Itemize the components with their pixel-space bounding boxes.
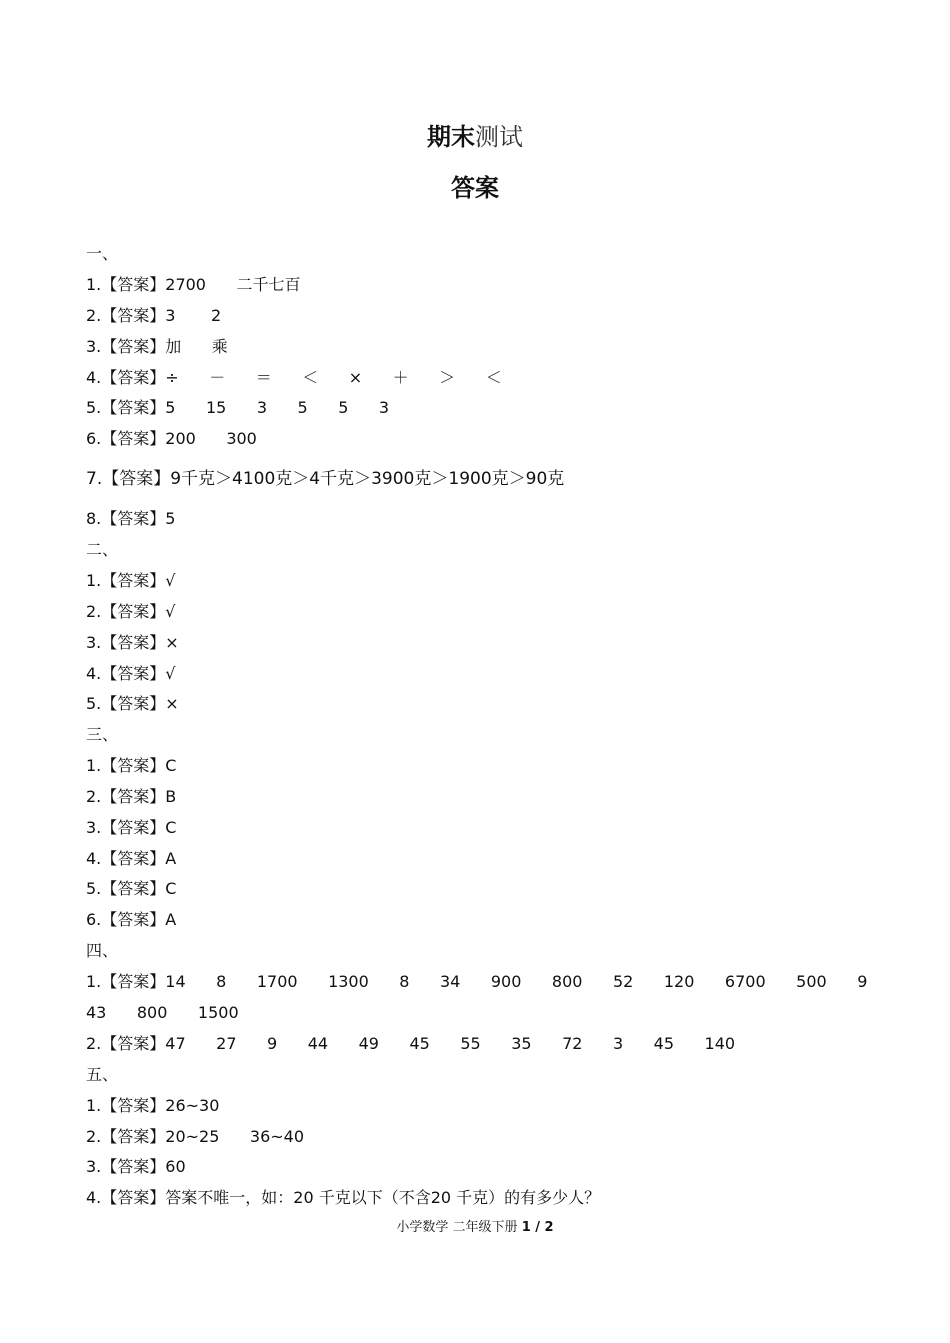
answer-line: 2.【答案】20~25 36~40 <box>86 1127 305 1146</box>
answer-line: 6.【答案】200 300 <box>86 429 257 448</box>
answer-line: 2.【答案】B <box>86 787 177 806</box>
answer-line: 2.【答案】47 27 9 44 49 45 55 35 72 3 45 140 <box>86 1034 736 1053</box>
page-number: 1 / 2 <box>521 1220 554 1235</box>
answer-line: 1.【答案】14 8 1700 1300 8 34 900 800 52 120 6700 500 9 <box>86 972 868 991</box>
answer-line-continued: 43 800 1500 <box>86 1003 239 1022</box>
answer-line: 1.【答案】√ <box>86 571 176 590</box>
answer-line: 4.【答案】÷ － ＝ ＜ × ＋ ＞ ＜ <box>86 368 502 387</box>
answer-line: 5.【答案】× <box>86 694 179 713</box>
answer-line: 1.【答案】2700 二千七百 <box>86 275 301 294</box>
page-title <box>0 122 950 152</box>
answer-line: 6.【答案】A <box>86 910 177 929</box>
answer-line: 3.【答案】C <box>86 818 177 837</box>
section-heading-3: 三、 <box>86 725 119 744</box>
title-bold: 期末 <box>427 123 475 151</box>
answer-line: 3.【答案】× <box>86 633 179 652</box>
answer-line: 3.【答案】加 乘 <box>86 337 228 356</box>
answer-line: 7.【答案】9千克＞4100克＞4千克＞3900克＞1900克＞90克 <box>86 469 565 489</box>
section-heading-5: 五、 <box>86 1065 119 1084</box>
answer-line: 4.【答案】√ <box>86 664 176 683</box>
answer-line: 1.【答案】C <box>86 756 177 775</box>
answer-line: 3.【答案】60 <box>86 1157 186 1176</box>
answer-line: 2.【答案】√ <box>86 602 176 621</box>
answer-line: 1.【答案】26~30 <box>86 1096 220 1115</box>
answer-line: 2.【答案】3 2 <box>86 306 222 325</box>
section-heading-1: 一、 <box>86 244 119 263</box>
answer-line: 8.【答案】5 <box>86 509 176 528</box>
section-heading-4: 四、 <box>86 941 119 960</box>
answer-line: 4.【答案】A <box>86 849 177 868</box>
page-subtitle: 答案 <box>451 174 499 202</box>
answer-line: 5.【答案】C <box>86 879 177 898</box>
title-light: 测试 <box>475 123 523 151</box>
section-heading-2: 二、 <box>86 540 119 559</box>
answer-line: 5.【答案】5 15 3 5 5 3 <box>86 398 390 417</box>
page-footer <box>0 1219 950 1237</box>
answer-line: 4.【答案】答案不唯一，如：20 千克以下（不含20 千克）的有多少人？ <box>86 1188 601 1207</box>
footer-subject: 小学数学 二年级下册 <box>396 1220 518 1235</box>
